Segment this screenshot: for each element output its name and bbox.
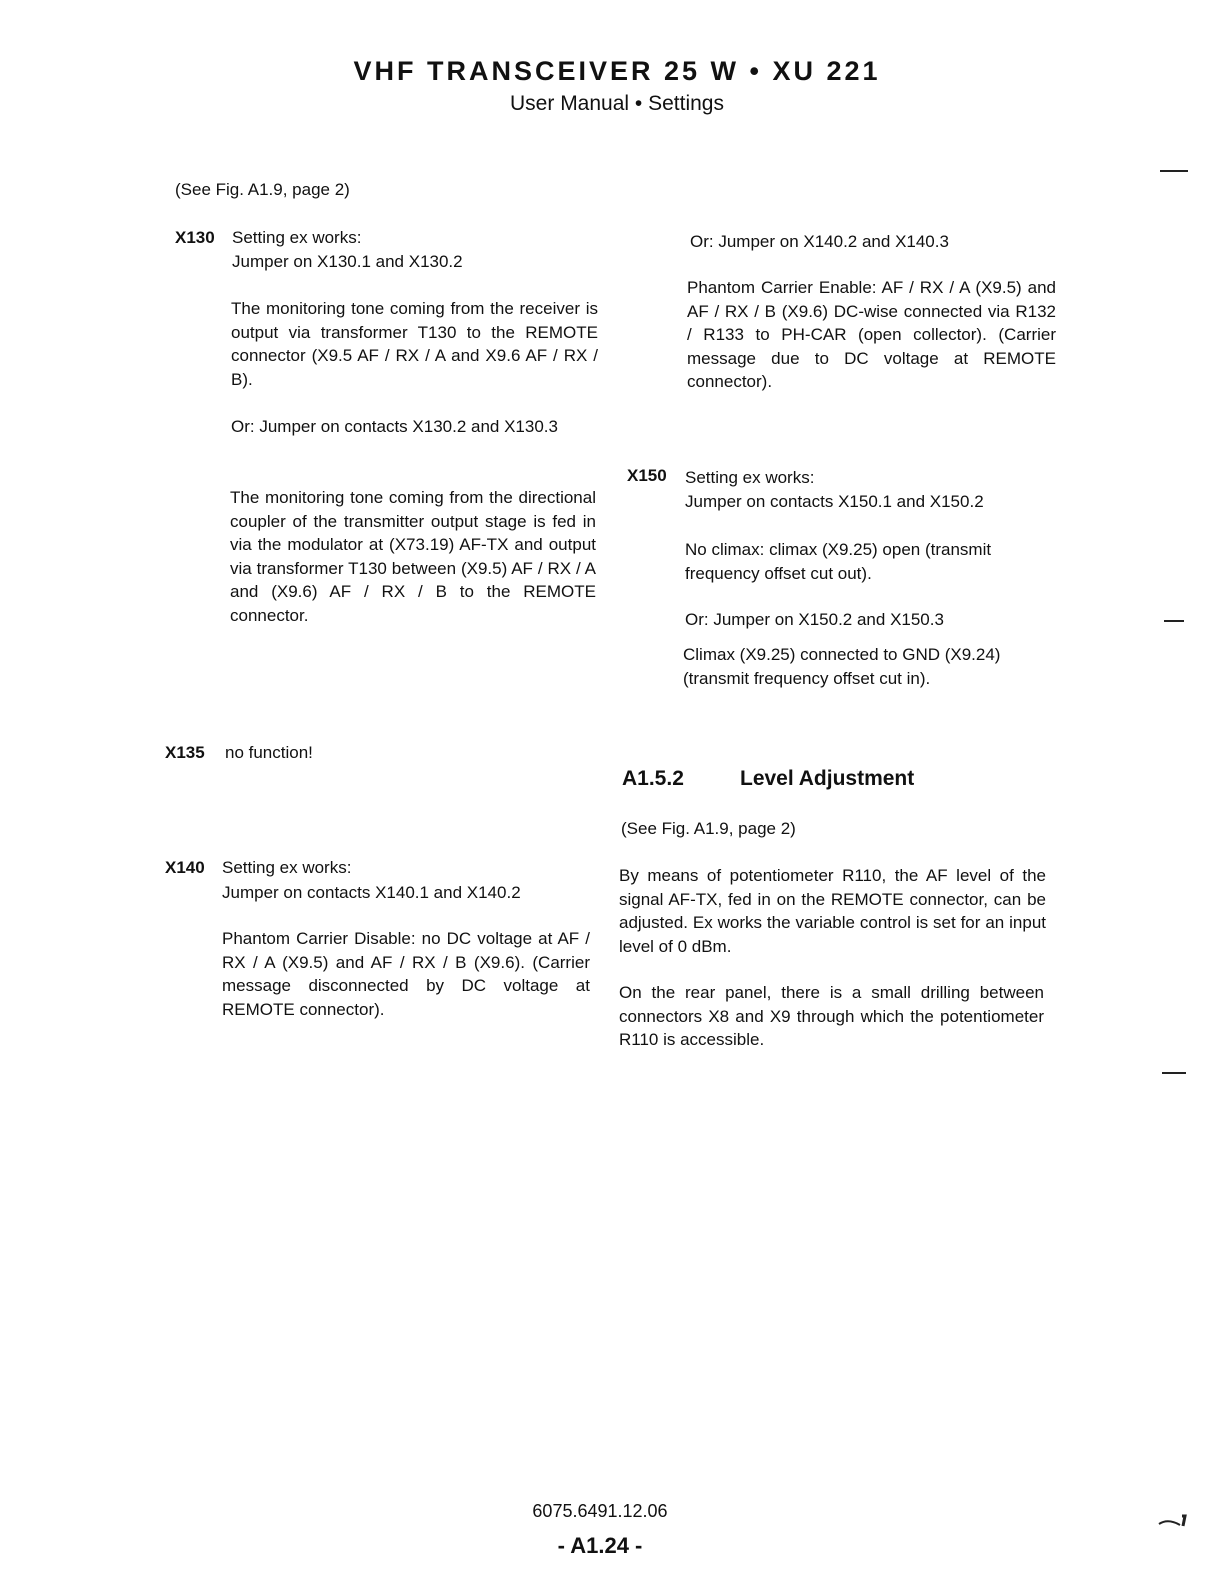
- doc-number: 6075.6491.12.06: [532, 1501, 668, 1521]
- page-number: - A1.24 -: [557, 1533, 643, 1558]
- section-number: A1.5.2: [622, 767, 684, 790]
- phantom-carrier-enable: Phantom Carrier Enable: AF / RX / A (X9.5) and AF / RX / B (X9.6) DC-wise connected via R132 / R133 to PH-CAR (open collector). (Carrier message due to DC voltage at REMOTE connector).: [687, 278, 1056, 392]
- section-see-fig: (See Fig. A1.9, page 2): [621, 819, 796, 838]
- level-adjustment-paragraph-2: On the rear panel, there is a small drilling between connectors X8 and X9 through which the potentiometer R110 is accessible.: [619, 983, 1044, 1050]
- x130-or: Or: Jumper on contacts X130.2 and X130.3: [231, 417, 558, 436]
- section-title: Level Adjustment: [740, 767, 915, 790]
- x135-label: X135: [165, 743, 205, 762]
- x150-paragraph-1: No climax: climax (X9.25) open (transmit frequency offset cut out).: [685, 540, 992, 583]
- x150-jumper: Jumper on contacts X150.1 and X150.2: [685, 492, 984, 511]
- x140-or: Or: Jumper on X140.2 and X140.3: [690, 232, 949, 251]
- x140-setting: Setting ex works:: [222, 858, 352, 877]
- x150-label: X150: [627, 466, 667, 485]
- x140-label: X140: [165, 858, 205, 877]
- x150-paragraph-2: Climax (X9.25) connected to GND (X9.24) (transmit frequency offset cut in).: [683, 645, 1001, 688]
- left-see-fig: (See Fig. A1.9, page 2): [175, 180, 350, 199]
- x130-jumper: Jumper on X130.1 and X130.2: [232, 252, 463, 271]
- x130-label: X130: [175, 228, 215, 247]
- x150-or: Or: Jumper on X150.2 and X150.3: [685, 610, 944, 629]
- document-subtitle: User Manual • Settings: [510, 92, 724, 115]
- document-title: VHF TRANSCEIVER 25 W • XU 221: [353, 56, 881, 86]
- margin-mark: [1162, 1072, 1186, 1074]
- x140-jumper: Jumper on contacts X140.1 and X140.2: [222, 883, 521, 902]
- x130-paragraph-1: The monitoring tone coming from the receiver is output via transformer T130 to the REMOTE connector (X9.5 AF / RX / A and X9.6 AF / RX / B).: [231, 299, 598, 389]
- margin-mark: [1164, 620, 1184, 622]
- x130-setting: Setting ex works:: [232, 228, 362, 247]
- x135-text: no function!: [225, 743, 313, 762]
- margin-mark: [1160, 170, 1188, 172]
- x150-setting: Setting ex works:: [685, 468, 815, 487]
- x140-phantom-disable: Phantom Carrier Disable: no DC voltage at AF / RX / A (X9.5) and AF / RX / B (X9.6). (Carrier message disconnected by DC voltage at REMOTE connector).: [222, 929, 590, 1019]
- level-adjustment-paragraph-1: By means of potentiometer R110, the AF level of the signal AF-TX, fed in on the REMOTE connector, can be adjusted. Ex works the variable control is set for an input level of 0 dBm.: [619, 866, 1046, 956]
- x130-paragraph-2: The monitoring tone coming from the directional coupler of the transmitter output stage is fed in via the modulator at (X73.19) AF-TX and output via transformer T130 between (X9.5) AF / RX / A and (X9.6) AF / RX / B to the REMOTE connector.: [230, 488, 596, 625]
